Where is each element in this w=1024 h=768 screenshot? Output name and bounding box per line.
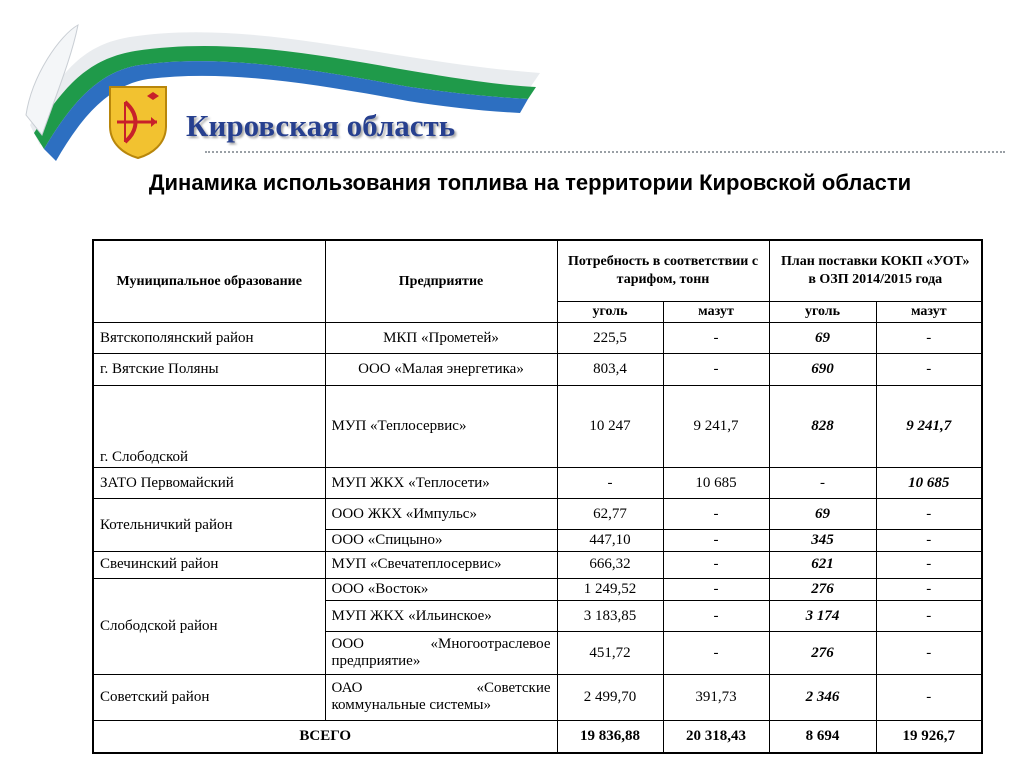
fuel-usage-table <box>92 239 983 754</box>
subheader-plan-oil: мазут <box>876 301 982 322</box>
subheader-demand-coal: уголь <box>557 301 663 322</box>
demand-coal-cell: 666,32 <box>557 551 663 578</box>
demand-oil-cell: - <box>663 529 769 551</box>
demand-coal-cell: 225,5 <box>557 323 663 354</box>
plan-oil-cell: - <box>876 323 982 354</box>
slide-title: Динамика использования топлива на территории Кировской области <box>148 170 912 195</box>
table-row <box>93 323 982 354</box>
demand-coal-cell: 1 249,52 <box>557 579 663 601</box>
subheader-plan-coal: уголь <box>769 301 876 322</box>
municipality-cell: Свечинский район <box>93 551 325 578</box>
plan-oil-cell: - <box>876 579 982 601</box>
enterprise-line-2: коммунальные системы» <box>331 697 492 714</box>
municipality-cell: ЗАТО Первомайский <box>93 468 325 499</box>
plan-oil-cell: - <box>876 499 982 529</box>
plan-coal-cell: 69 <box>769 499 876 529</box>
plan-coal-cell: 3 174 <box>769 601 876 632</box>
enterprise-line-2: предприятие» <box>331 653 421 670</box>
plan-oil-cell: - <box>876 354 982 385</box>
plan-oil-cell: 10 685 <box>876 468 982 499</box>
demand-oil-cell: 391,73 <box>663 674 769 720</box>
enterprise-cell: МУП «Свечатеплосервис» <box>325 551 557 578</box>
table-row <box>93 551 982 578</box>
municipality-cell: Советский район <box>93 674 325 720</box>
table-row <box>93 354 982 385</box>
subheader-demand-oil: мазут <box>663 301 769 322</box>
plan-oil-cell: - <box>876 632 982 674</box>
plan-oil-cell: - <box>876 529 982 551</box>
enterprise-cell: МКП «Прометей» <box>325 323 557 354</box>
total-plan-coal: 8 694 <box>769 721 876 753</box>
demand-oil-cell: - <box>663 632 769 674</box>
header-municipality: Муниципальное образование <box>93 240 325 323</box>
municipality-cell: г. Вятские Поляны <box>93 354 325 385</box>
total-demand-coal: 19 836,88 <box>557 721 663 753</box>
demand-oil-cell: - <box>663 551 769 578</box>
plan-coal-cell: 2 346 <box>769 674 876 720</box>
demand-oil-cell: - <box>663 499 769 529</box>
enterprise-cell: ООО «Спицыно» <box>325 529 557 551</box>
table-row <box>93 468 982 499</box>
enterprise-line-1: ОАО «Советские <box>331 680 551 697</box>
plan-coal-cell: 345 <box>769 529 876 551</box>
plan-coal-cell: 69 <box>769 323 876 354</box>
municipality-cell: г. Слободской <box>93 385 325 468</box>
plan-oil-cell: - <box>876 551 982 578</box>
municipality-cell: Слободской район <box>93 579 325 675</box>
dotted-divider <box>205 151 1005 153</box>
enterprise-cell <box>325 632 557 674</box>
enterprise-cell: ООО ЖКХ «Импульс» <box>325 499 557 529</box>
plan-coal-cell: 276 <box>769 579 876 601</box>
total-row <box>93 721 982 753</box>
demand-oil-cell: - <box>663 354 769 385</box>
demand-coal-cell: - <box>557 468 663 499</box>
header-demand: Потребность в соответствии с тарифом, тонн <box>557 240 769 301</box>
plan-oil-cell: - <box>876 601 982 632</box>
plan-coal-cell: 276 <box>769 632 876 674</box>
plan-coal-cell: 690 <box>769 354 876 385</box>
demand-coal-cell: 447,10 <box>557 529 663 551</box>
demand-oil-cell: - <box>663 579 769 601</box>
plan-coal-cell: - <box>769 468 876 499</box>
demand-oil-cell: 10 685 <box>663 468 769 499</box>
enterprise-line-1: ООО «Многоотраслевое <box>331 636 551 653</box>
total-label: ВСЕГО <box>93 721 557 753</box>
enterprise-cell: МУП «Теплосервис» <box>325 385 557 468</box>
plan-oil-cell: 9 241,7 <box>876 385 982 468</box>
enterprise-cell: МУП ЖКХ «Теплосети» <box>325 468 557 499</box>
demand-coal-cell: 10 247 <box>557 385 663 468</box>
total-plan-oil: 19 926,7 <box>876 721 982 753</box>
table-row <box>93 674 982 720</box>
enterprise-cell: ООО «Восток» <box>325 579 557 601</box>
demand-oil-cell: 9 241,7 <box>663 385 769 468</box>
demand-coal-cell: 3 183,85 <box>557 601 663 632</box>
region-title: Кировская область <box>186 108 456 143</box>
header-plan: План поставки КОКП «УОТ» в ОЗП 2014/2015 года <box>769 240 982 301</box>
demand-coal-cell: 2 499,70 <box>557 674 663 720</box>
table-row <box>93 385 982 468</box>
demand-oil-cell: - <box>663 601 769 632</box>
plan-coal-cell: 621 <box>769 551 876 578</box>
enterprise-cell: ООО «Малая энергетика» <box>325 354 557 385</box>
enterprise-cell: МУП ЖКХ «Ильинское» <box>325 601 557 632</box>
table-header-row <box>93 240 982 301</box>
plan-coal-cell: 828 <box>769 385 876 468</box>
total-demand-oil: 20 318,43 <box>663 721 769 753</box>
municipality-cell: Вятскополянский район <box>93 323 325 354</box>
demand-coal-cell: 62,77 <box>557 499 663 529</box>
demand-coal-cell: 803,4 <box>557 354 663 385</box>
table-row <box>93 579 982 601</box>
plan-oil-cell: - <box>876 674 982 720</box>
enterprise-cell <box>325 674 557 720</box>
table-row <box>93 499 982 529</box>
header-enterprise: Предприятие <box>325 240 557 323</box>
coat-of-arms-emblem <box>107 84 169 160</box>
demand-oil-cell: - <box>663 323 769 354</box>
demand-coal-cell: 451,72 <box>557 632 663 674</box>
municipality-cell: Котельничкий район <box>93 499 325 551</box>
